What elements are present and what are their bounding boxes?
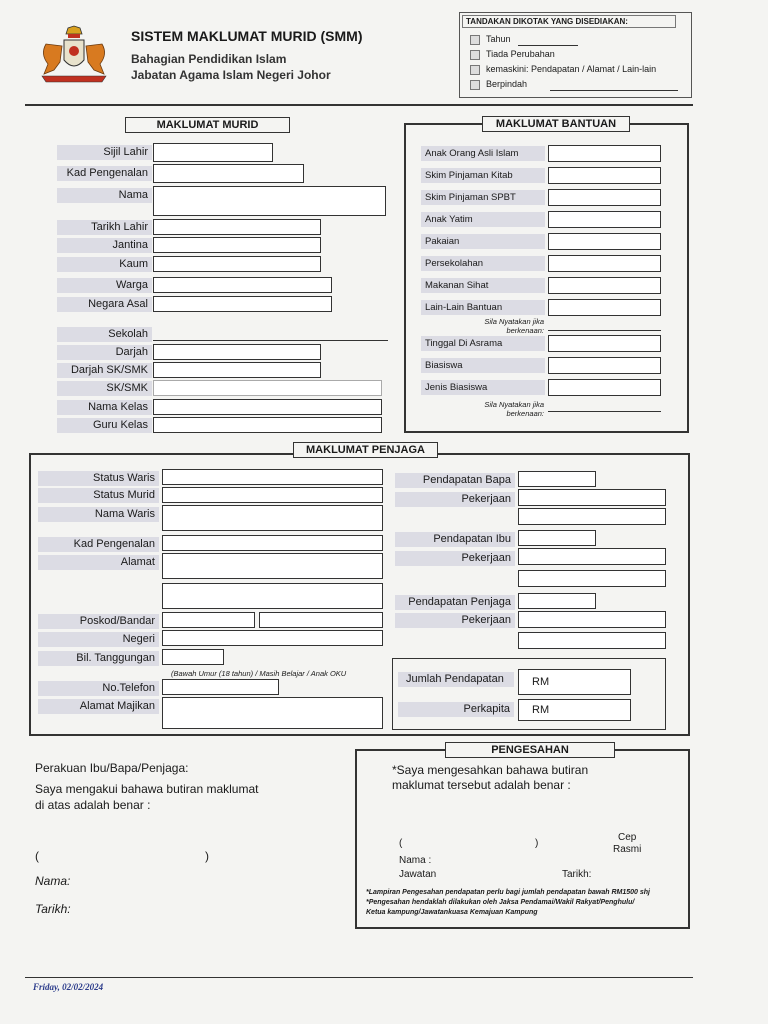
bandar-field[interactable] [259, 612, 383, 628]
bil-tanggungan-field[interactable] [162, 649, 224, 665]
checkbox[interactable] [470, 65, 480, 75]
pakaian-field[interactable] [548, 233, 661, 250]
section-title-murid: MAKLUMAT MURID [125, 117, 290, 133]
sk-smk-field[interactable] [153, 380, 382, 396]
label-sekolah: Sekolah [57, 327, 152, 342]
label-pinjaman-kitab: Skim Pinjaman Kitab [421, 168, 545, 183]
label-anak-yatim: Anak Yatim [421, 212, 545, 227]
pengesahan-nama: Nama : [399, 855, 432, 866]
orang-asli-field[interactable] [548, 145, 661, 162]
label-kaum: Kaum [57, 257, 152, 272]
status-murid-field[interactable] [162, 487, 383, 503]
label-negeri: Negeri [38, 632, 159, 647]
perakuan-nama: Nama: [35, 874, 71, 888]
checkbox[interactable] [470, 80, 480, 90]
alamat-field-2[interactable] [162, 583, 383, 609]
section-title-bantuan: MAKLUMAT BANTUAN [482, 116, 630, 132]
label-warga: Warga [57, 278, 152, 293]
nama-kelas-field[interactable] [153, 399, 382, 415]
label-orang-asli: Anak Orang Asli Islam [421, 146, 545, 161]
label-nama: Nama [57, 188, 152, 203]
perkapita-field[interactable]: RM [518, 699, 631, 721]
pekerjaan-penjaga-field-1[interactable] [518, 611, 666, 628]
pengesahan-note-2: *Pengesahan hendaklah dilakukan oleh Jaksa Pendamai/Wakil Rakyat/Penghulu/ [366, 899, 635, 906]
pendapatan-penjaga-field[interactable] [518, 593, 596, 609]
checkbox-option-berpindah[interactable]: Berpindah [470, 78, 690, 93]
label-guru-kelas: Guru Kelas [57, 418, 152, 433]
pekerjaan-ibu-field-1[interactable] [518, 548, 666, 565]
pengesahan-note-3: Ketua kampung/Jawatankuasa Kemajuan Kampung [366, 909, 538, 916]
label-nama-waris: Nama Waris [38, 507, 159, 522]
pengesahan-close-paren: ) [535, 838, 539, 849]
checkbox-panel [459, 12, 692, 98]
label-tinggal-asrama: Tinggal Di Asrama [421, 336, 545, 351]
footer-date: Friday, 02/02/2024 [33, 982, 104, 992]
label-status-waris: Status Waris [38, 471, 159, 486]
perakuan-text-1: Saya mengakui bahawa butiran maklumat [35, 782, 259, 796]
kad-pengenalan-field[interactable] [153, 164, 304, 183]
label-pekerjaan-bapa: Pekerjaan [395, 492, 515, 507]
darjah-field[interactable] [153, 344, 321, 360]
makanan-sihat-field[interactable] [548, 277, 661, 294]
label-alamat: Alamat [38, 555, 159, 570]
alamat-field-1[interactable] [162, 553, 383, 579]
label-poskod: Poskod/Bandar [38, 614, 159, 629]
footer-divider [25, 977, 693, 978]
tarikh-lahir-field[interactable] [153, 219, 321, 235]
label-alamat-majikan: Alamat Majikan [38, 699, 159, 714]
checkbox-panel-title: TANDAKAN DIKOTAK YANG DISEDIAKAN: [462, 15, 676, 28]
status-waris-field[interactable] [162, 469, 383, 485]
kad-pengenalan-waris-field[interactable] [162, 535, 383, 551]
pendapatan-bapa-field[interactable] [518, 471, 596, 487]
checkbox-option-kemaskini[interactable]: kemaskini: Pendapatan / Alamat / Lain-lain [470, 63, 690, 78]
header-divider [25, 104, 693, 106]
label-negara-asal: Negara Asal [57, 297, 152, 312]
label-pinjaman-spbt: Skim Pinjaman SPBT [421, 190, 545, 205]
kaum-field[interactable] [153, 256, 321, 272]
note-jenis-biasiswa: Sila Nyatakan jika berkenaan: [484, 400, 544, 418]
pekerjaan-bapa-field-2[interactable] [518, 508, 666, 525]
lain-bantuan-field[interactable] [548, 299, 661, 316]
section-title-pengesahan: PENGESAHAN [445, 742, 615, 758]
perakuan-open-paren: ( [35, 849, 39, 863]
jenis-biasiswa-field[interactable] [548, 379, 661, 396]
note-lain-bantuan: Sila Nyatakan jika berkenaan: [484, 317, 544, 335]
pengesahan-tarikh: Tarikh: [562, 869, 592, 880]
pekerjaan-bapa-field-1[interactable] [518, 489, 666, 506]
pengesahan-text-2: maklumat tersebut adalah benar : [392, 778, 571, 792]
label-nama-kelas: Nama Kelas [57, 400, 152, 415]
label-jantina: Jantina [57, 238, 152, 253]
label-pendapatan-ibu: Pendapatan Ibu [395, 532, 515, 547]
tinggal-asrama-field[interactable] [548, 335, 661, 352]
label-kad-pengenalan-waris: Kad Pengenalan [38, 537, 159, 552]
label-sijil-lahir: Sijil Lahir [57, 145, 152, 160]
label-tarikh-lahir: Tarikh Lahir [57, 220, 152, 235]
persekolahan-field[interactable] [548, 255, 661, 272]
pinjaman-spbt-field[interactable] [548, 189, 661, 206]
label-kad-pengenalan: Kad Pengenalan [57, 166, 152, 181]
negara-asal-field[interactable] [153, 296, 332, 312]
perakuan-close-paren: ) [205, 849, 209, 863]
checkbox-option-tahun[interactable]: Tahun [470, 33, 690, 48]
checkbox[interactable] [470, 50, 480, 60]
label-pekerjaan-penjaga: Pekerjaan [395, 613, 515, 628]
label-status-murid: Status Murid [38, 488, 159, 503]
lain-bantuan-detail-line[interactable] [548, 330, 661, 331]
label-perkapita: Perkapita [398, 702, 514, 717]
cep-rasmi: Cep Rasmi [613, 832, 642, 855]
label-jenis-biasiswa: Jenis Biasiswa [421, 380, 545, 395]
jumlah-pendapatan-field[interactable]: RM [518, 669, 631, 695]
label-pendapatan-bapa: Pendapatan Bapa [395, 473, 515, 488]
label-biasiswa: Biasiswa [421, 358, 545, 373]
alamat-majikan-field[interactable] [162, 697, 383, 729]
perakuan-tarikh: Tarikh: [35, 902, 71, 916]
pengesahan-note-1: *Lampiran Pengesahan pendapatan perlu bagi jumlah pendapatan bawah RM1500 shj [366, 889, 650, 896]
pengesahan-jawatan: Jawatan [399, 869, 437, 880]
label-pakaian: Pakaian [421, 234, 545, 249]
darjah-sk-field[interactable] [153, 362, 321, 378]
form-title: SISTEM MAKLUMAT MURID (SMM) [131, 28, 363, 44]
negeri-field[interactable] [162, 630, 383, 646]
anak-yatim-field[interactable] [548, 211, 661, 228]
pengesahan-text-1: *Saya mengesahkan bahawa butiran [392, 763, 589, 777]
label-pendapatan-penjaga: Pendapatan Penjaga [395, 595, 515, 610]
label-lain-bantuan: Lain-Lain Bantuan [421, 300, 545, 315]
perakuan-title: Perakuan Ibu/Bapa/Penjaga: [35, 761, 189, 775]
pekerjaan-ibu-field-2[interactable] [518, 570, 666, 587]
label-darjah-sk: Darjah SK/SMK [57, 363, 152, 378]
label-no-telefon: No.Telefon [38, 681, 159, 696]
label-persekolahan: Persekolahan [421, 256, 545, 271]
checkbox-option-tiada-perubahan[interactable]: Tiada Perubahan [470, 48, 690, 63]
jenis-biasiswa-detail-line[interactable] [548, 411, 661, 412]
biasiswa-field[interactable] [548, 357, 661, 374]
sekolah-field[interactable] [153, 340, 388, 341]
label-jumlah-pendapatan: Jumlah Pendapatan [398, 672, 514, 687]
nama-field[interactable] [153, 186, 386, 216]
pendapatan-ibu-field[interactable] [518, 530, 596, 546]
label-sk-smk: SK/SMK [57, 381, 152, 396]
checkbox[interactable] [470, 35, 480, 45]
pinjaman-kitab-field[interactable] [548, 167, 661, 184]
poskod-field[interactable] [162, 612, 255, 628]
department-name: Bahagian Pendidikan Islam [131, 52, 287, 66]
agency-name: Jabatan Agama Islam Negeri Johor [131, 68, 331, 82]
crest-logo [36, 24, 112, 84]
label-darjah: Darjah [57, 345, 152, 360]
tanggungan-note: (Bawah Umur (18 tahun) / Masih Belajar / Anak OKU [171, 669, 347, 678]
label-makanan-sihat: Makanan Sihat [421, 278, 545, 293]
no-telefon-field[interactable] [162, 679, 279, 695]
section-title-penjaga: MAKLUMAT PENJAGA [293, 442, 438, 458]
jantina-field[interactable] [153, 237, 321, 253]
warga-field[interactable] [153, 277, 332, 293]
sijil-lahir-field[interactable] [153, 143, 273, 162]
guru-kelas-field[interactable] [153, 417, 382, 433]
pengesahan-open-paren: ( [399, 838, 403, 849]
pekerjaan-penjaga-field-2[interactable] [518, 632, 666, 649]
perakuan-text-2: di atas adalah benar : [35, 798, 151, 812]
nama-waris-field[interactable] [162, 505, 383, 531]
label-pekerjaan-ibu: Pekerjaan [395, 551, 515, 566]
label-bil-tanggungan: Bil. Tanggungan [38, 651, 159, 666]
